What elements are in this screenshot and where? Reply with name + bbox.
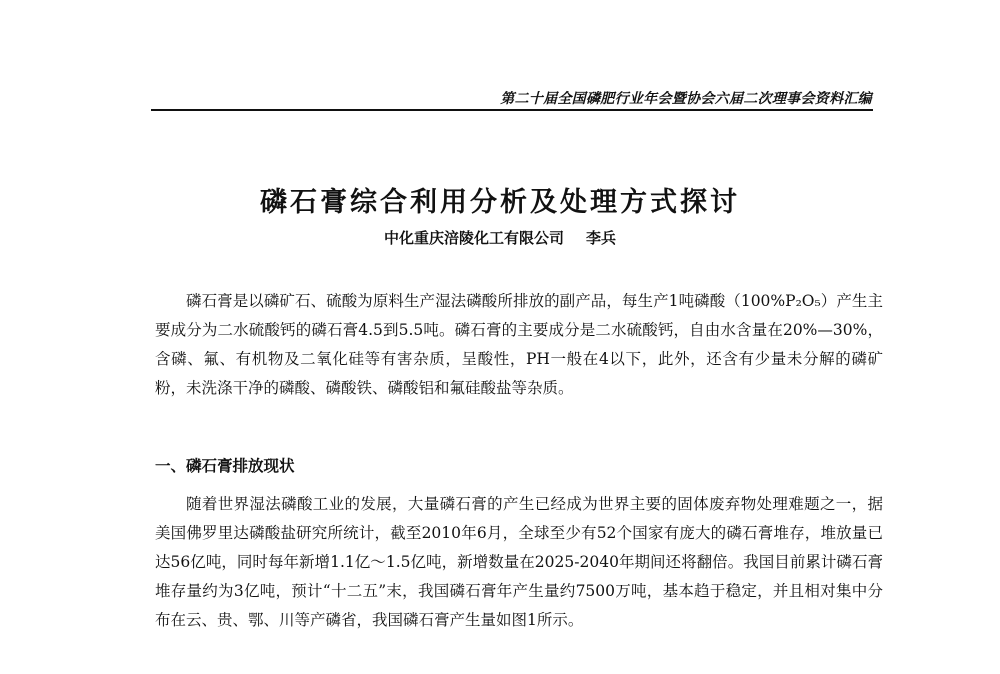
author-name: 李兵 <box>586 229 617 247</box>
section-heading: 一、磷石膏排放现状 <box>155 456 295 475</box>
running-header: 第二十届全国磷肥行业年会暨协会六届二次理事会资料汇编 <box>500 91 872 107</box>
article-title: 磷石膏综合利用分析及处理方式探讨 <box>260 187 740 218</box>
header-divider <box>151 109 873 111</box>
byline <box>0 227 1000 248</box>
intro-paragraph: 磷石膏是以磷矿石、硫酸为原料生产湿法磷酸所排放的副产品，每生产1吨磷酸（100%P₂O₅）产生主要成分为二水硫酸钙的磷石膏4.5到5.5吨。磷石膏的主要成分是二水硫酸钙，自由水含量在20%—30%，含磷、氟、有机物及二氧化硅等有害杂质，呈酸性，PH一般在4以下，此外，还含有少量未分解的磷矿粉，未洗涤干净的磷酸、磷酸铁、磷酸铝和氟硅酸盐等杂质。 <box>155 292 883 397</box>
author-organization: 中化重庆涪陵化工有限公司 <box>383 229 564 247</box>
body-paragraph: 随着世界湿法磷酸工业的发展，大量磷石膏的产生已经成为世界主要的固体废弃物处理难题之一，据美国佛罗里达磷酸盐研究所统计，截至2010年6月，全球至少有52个国家有庞大的磷石膏堆存，堆放量已达56亿吨，同时每年新增1.1亿～1.5亿吨，新增数量在2025-2040年期间还将翻倍。我国目前累计磷石膏堆存量约为3亿吨，预计“十二五”末，我国磷石膏年产生量约7500万吨，基本趋于稳定，并且相对集中分布在云、贵、鄂、川等产磷省，我国磷石膏产生量如图1所示。 <box>155 495 883 629</box>
